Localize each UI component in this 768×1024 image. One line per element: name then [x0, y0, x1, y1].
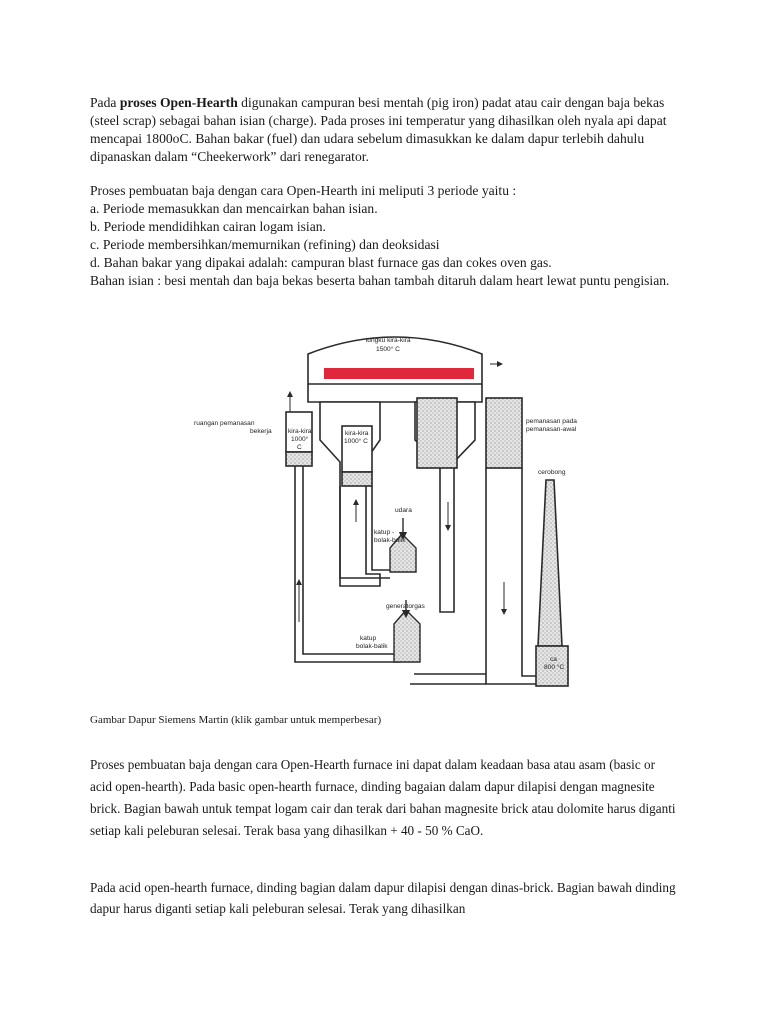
- gas-generator-label: generatorgas: [386, 603, 425, 610]
- valve-upper-label-2: bolak-balik: [374, 537, 406, 544]
- chimney-temp-value: 800 °C: [544, 664, 565, 671]
- top-temp-value: 1500° C: [376, 346, 400, 353]
- top-temp-label: tungku kira-kira: [365, 337, 411, 344]
- bold-term: proses Open-Hearth: [119, 95, 238, 110]
- periods-intro-line: Proses pembuatan baja dengan cara Open-Hearth ini meliputi 3 periode yaitu :: [90, 183, 517, 198]
- left-temp-value: 1000°: [291, 436, 309, 443]
- period-a-line: a. Periode memasukkan dan mencairkan bahan isian.: [90, 201, 378, 216]
- right-preheat-label: pemanasan pada: [526, 418, 577, 425]
- valve-lower-label-2: bolak-balik: [356, 643, 388, 650]
- left-temp-label: kira-kira: [288, 428, 312, 435]
- basic-acid-paragraph: Proses pembuatan baja dengan cara Open-Hearth furnace ini dapat dalam keadaan basa atau asam (basic or acid open-hearth). Pada basic open-hearth furnace, dinding bagaian dalam dapur dilapisi dengan magnesite brick. Bagian bawah untuk tempat logam cair dan terak dari bahan magnesite brick atau dolomite harus diganti setiap kali peleburan selesai. Terak basa yang dihasilkan + 40 - 50 % CaO.: [90, 757, 676, 838]
- left-room-label-2: bekerja: [250, 428, 272, 435]
- intro-paragraph: [90, 94, 690, 166]
- chimney-temp-label: ca: [550, 656, 557, 663]
- period-b-line: b. Periode mendidihkan cairan logam isian.: [90, 219, 326, 234]
- mid-temp-value: 1000° C: [344, 438, 368, 445]
- valve-lower-label: katup: [360, 635, 377, 642]
- chimney-label: cerobong: [538, 469, 566, 476]
- intro-text: digunakan campuran besi mentah (pig iron) padat atau cair dengan baja bekas (steel scrap) sebagai bahan isian (charge). Pada proses ini temperatur yang dihasilkan oleh nyala api dapat mencapai 1800oC. Bahan bakar (fuel) dan udara sebelum dimasukkan ke dalam dapur terlebih dahulu dipanaskan dalam “Cheekerwork” dari renegarator.: [90, 95, 667, 164]
- left-room-label: ruangan pemanasan: [194, 420, 255, 427]
- left-temp-unit: C: [297, 444, 302, 451]
- molten-metal: [324, 368, 474, 379]
- period-d-line: d. Bahan bakar yang dipakai adalah: campuran blast furnace gas dan cokes oven gas.: [90, 255, 552, 270]
- mid-temp-label: kira-kira: [345, 430, 369, 437]
- charge-material-line: Bahan isian : besi mentah dan baja bekas beserta bahan tambah ditaruh dalam heart lewat puntu pengisian.: [90, 273, 670, 288]
- right-preheat-label-2: pemanasan-awal: [526, 426, 577, 433]
- air-label: udara: [395, 507, 412, 514]
- valve-upper-label: katup -: [374, 529, 395, 536]
- intro-prefix: Pada: [90, 95, 120, 110]
- siemens-martin-furnace-diagram[interactable]: [190, 322, 590, 694]
- acid-hearth-paragraph: Pada acid open-hearth furnace, dinding bagian dalam dapur dilapisi dengan dinas-brick. Bagian bawah dinding dapur harus diganti setiap kali peleburan selesai. Terak yang dihasilkan: [90, 880, 676, 916]
- process-periods-paragraph: [90, 182, 700, 290]
- period-c-line: c. Periode membersihkan/memurnikan (refining) dan deoksidasi: [90, 237, 440, 252]
- figure-caption-link[interactable]: Gambar Dapur Siemens Martin (klik gambar untuk memperbesar): [90, 714, 382, 726]
- valve-upper: [390, 518, 416, 572]
